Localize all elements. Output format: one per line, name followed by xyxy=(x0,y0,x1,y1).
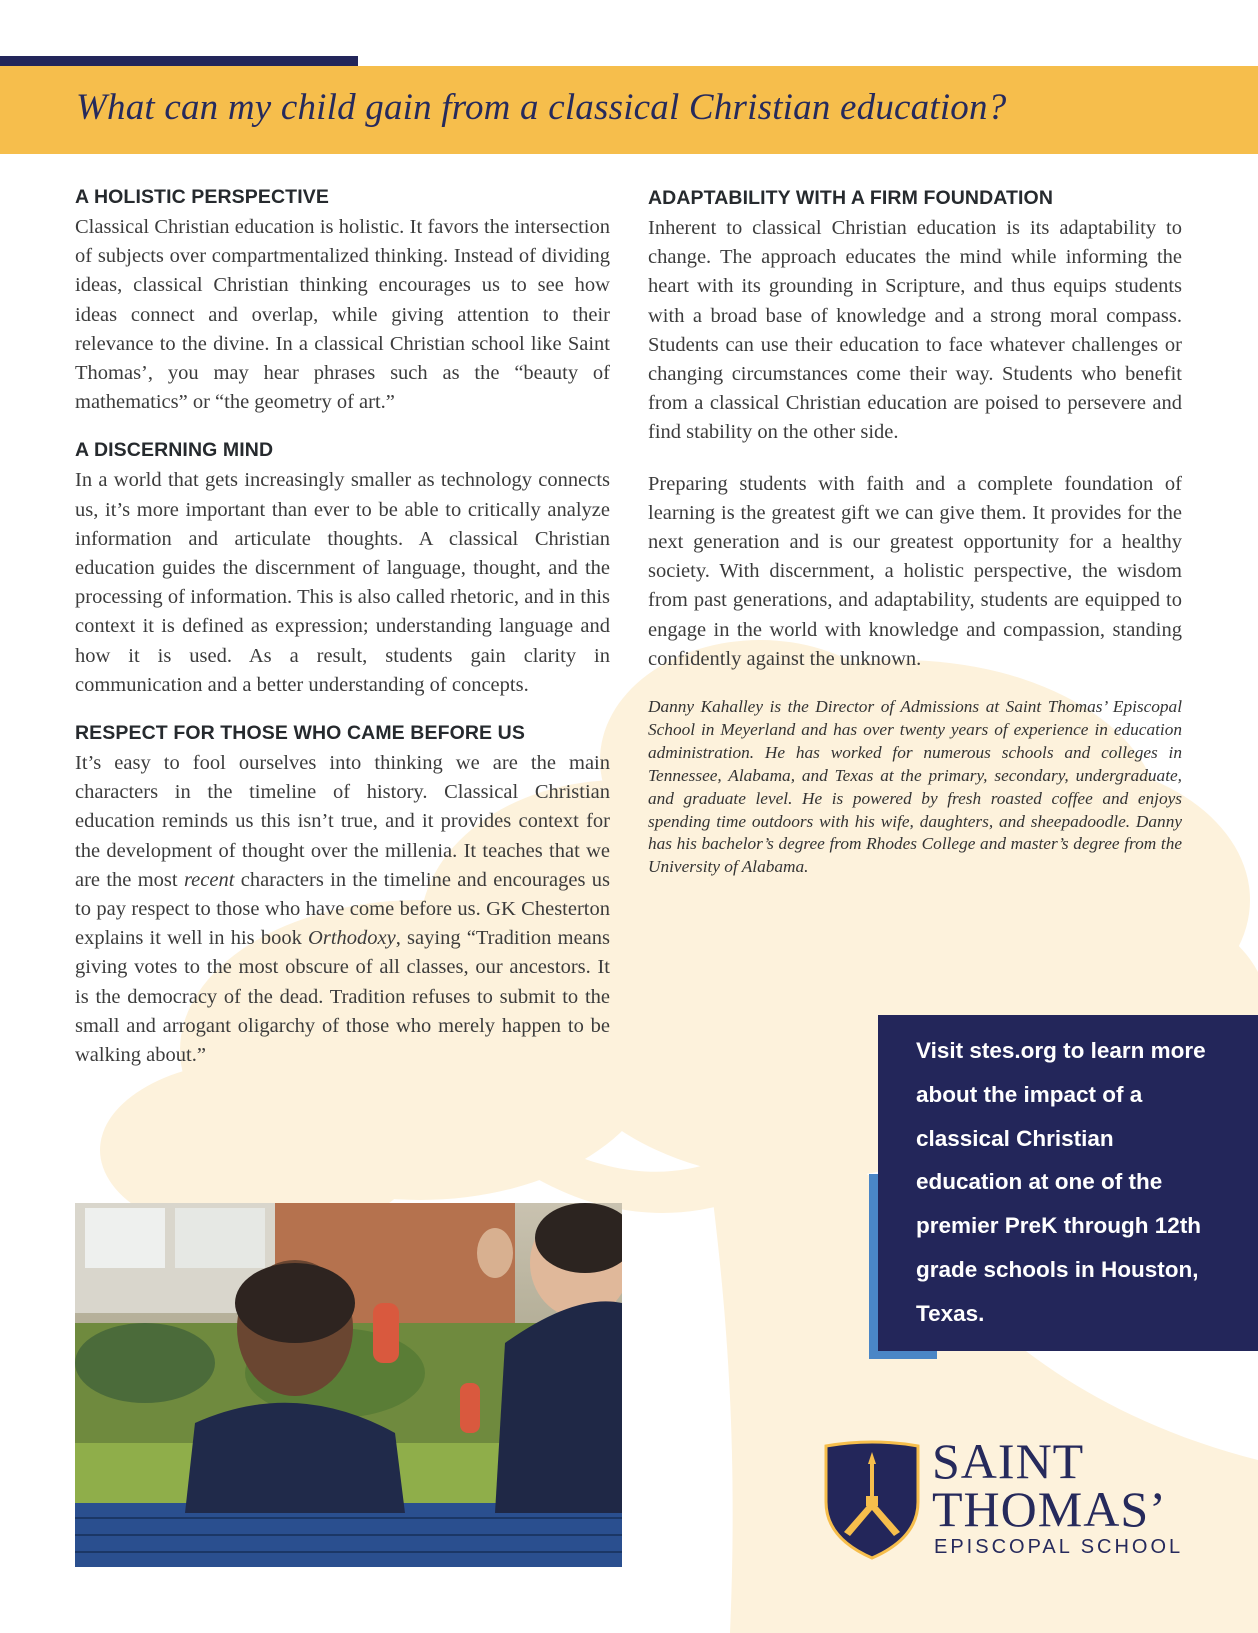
heading-holistic-perspective: A HOLISTIC PERSPECTIVE xyxy=(75,186,329,208)
cta-box xyxy=(878,1015,1258,1351)
respect-body-part-c: , saying “Tradition means giving votes to the most obscure of all classes, our ancestors. It is the democracy of the dead. Tradition refuses to submit to the small and arrogant oligarchy of those who merely happen to be walking about.” xyxy=(75,927,610,1067)
heading-respect: RESPECT FOR THOSE WHO CAME BEFORE US xyxy=(75,722,525,745)
respect-body-part-b: characters in the timeline and encourages us to pay respect to those who have come before us. GK Chesterton explains it well in his book xyxy=(75,868,610,950)
heading-discerning-mind: A DISCERNING MIND xyxy=(75,439,274,462)
school-logo xyxy=(822,1433,1202,1565)
discerning-mind-body: In a world that gets increasingly smaller as technology connects us, it’s more important than ever to be able to critically analyze information and articulate thoughts. A classical Christian education guides the discernment of language, thought, and the processing of information. This is also called rhetoric, and in this context it is defined as expression; understanding language and how it is used. As a result, students gain clarity in communication and a better understanding of concepts. xyxy=(75,469,610,696)
logo-subtitle: EPISCOPAL SCHOOL xyxy=(934,1536,1184,1558)
logo-name-line1: SAINT xyxy=(932,1433,1085,1489)
shield-icon xyxy=(822,1440,922,1560)
cta-text: Visit stes.org to learn more about the impact of a classical Christian education at one of the premier PreK through 12th grade schools in Houston, Texas. xyxy=(916,1038,1206,1326)
right-column xyxy=(648,187,1182,879)
adaptability-body: Inherent to classical Christian education is its adaptability to change. The approach educates the mind while informing the heart with its grounding in Scripture, and thus equips students with a broad base of knowledge and a strong moral compass. Students can use their education to face whatever challenges or changing circumstances come their way. Students who benefit from a classical Christian education are poised to persevere and find stability on the other side. xyxy=(648,217,1182,444)
title-banner xyxy=(0,66,1258,154)
respect-body-part-a: It’s easy to fool ourselves into thinking we are the main characters in the timeline of history. Classical Christian education reminds us this isn’t true, and it provides context for the development of thought over the millenia. It teaches that we are the most xyxy=(75,752,610,891)
left-column xyxy=(75,186,610,1092)
logo-name-line2: THOMAS’ xyxy=(932,1481,1167,1537)
respect-body-emphasis-recent: recent xyxy=(183,868,235,891)
holistic-perspective-body: Classical Christian education is holistic. It favors the intersection of subjects over compartmentalized thinking. Instead of dividing ideas, classical Christian thinking encourages us to see how ideas connect and overlap, while giving attention to their relevance to the divine. In a classical Christian school like Saint Thomas’, you may hear phrases such as the “beauty of mathematics” or “the geometry of art.” xyxy=(75,216,610,414)
respect-body xyxy=(75,749,610,1070)
logo-name xyxy=(932,1433,1167,1537)
author-bio: Danny Kahalley is the Director of Admissions at Saint Thomas’ Episcopal School in Meyerland and has over twenty years of experience in education administration. He has worked for numerous schools and colleges in Tennessee, Alabama, and Texas at the primary, secondary, undergraduate, and graduate level. He is powered by fresh roasted coffee and enjoys spending time outdoors with his wife, daughters, and sheepadoodle. Danny has his bachelor’s degree from Rhodes College and master’s degree from the University of Alabama. xyxy=(648,697,1182,877)
page-title: What can my child gain from a classical Christian education? xyxy=(76,87,1007,128)
respect-body-book-title: Orthodoxy xyxy=(308,927,396,950)
conclusion-body: Preparing students with faith and a complete foundation of learning is the greatest gift we can give them. It provides for the next generation and is our greatest opportunity for a healthy society. With discernment, a holistic perspective, the wisdom from past generations, and adaptability, students are equipped to engage in the world with knowledge and compassion, standing confidently against the unknown. xyxy=(648,472,1182,670)
top-accent-bar xyxy=(0,56,358,66)
students-photo xyxy=(75,1203,622,1567)
heading-adaptability: ADAPTABILITY WITH A FIRM FOUNDATION xyxy=(648,187,1054,209)
